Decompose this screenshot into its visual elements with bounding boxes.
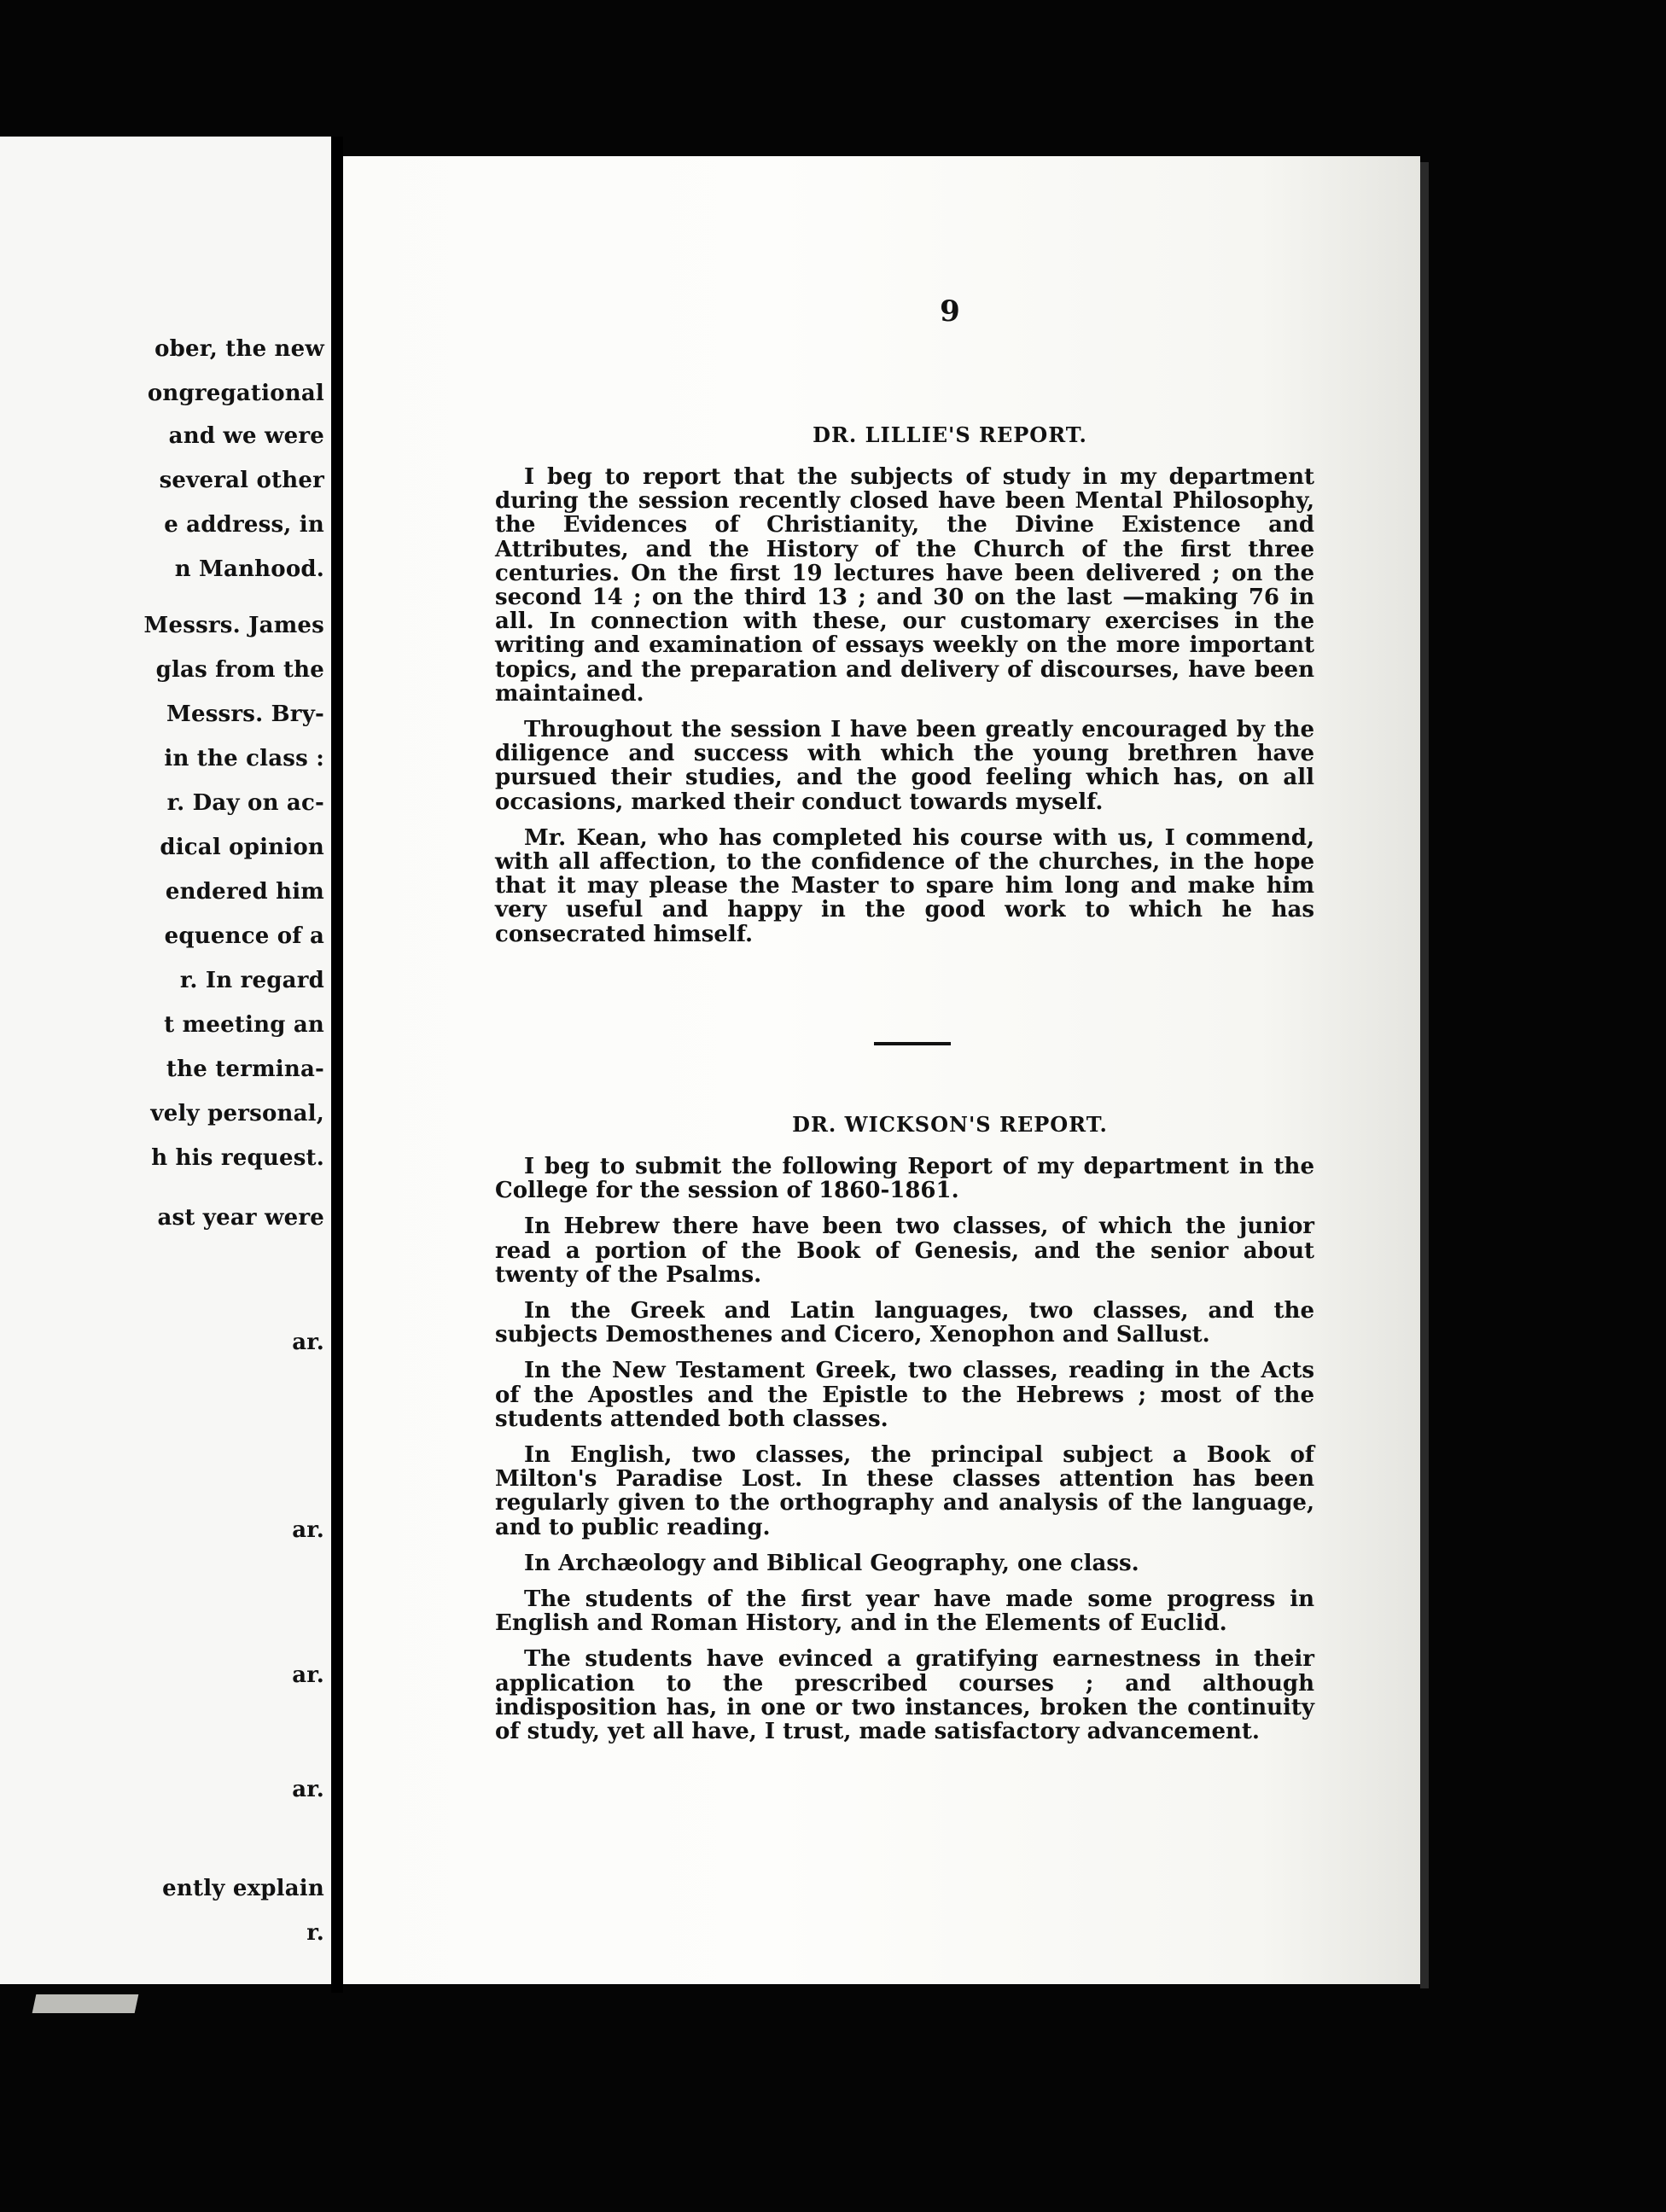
wickson-paragraph-6: In Archæology and Biblical Geography, one class. <box>524 1550 1139 1576</box>
left-page-line: ar. <box>292 1330 324 1355</box>
left-page-line: r. <box>306 1920 324 1946</box>
wickson-report-body <box>495 1155 1314 1755</box>
left-page-line: dical opinion <box>160 835 324 860</box>
left-page-line: Messrs. Bry- <box>166 701 324 727</box>
lillie-paragraph-2: Throughout the session I have been greatly encouraged by the diligence and success with which the young brethren have pursued their studies, and the good feeling which has, on all occasions, marked their conduct towards myself. <box>495 717 1314 815</box>
left-page-line: t meeting an <box>164 1012 324 1038</box>
lillie-report-heading: DR. LILLIE'S REPORT. <box>813 422 1087 447</box>
left-page-line: vely personal, <box>150 1101 324 1126</box>
left-page-line: ar. <box>292 1517 324 1543</box>
left-page-line: ar. <box>292 1777 324 1802</box>
left-page-line: n Manhood. <box>174 556 324 582</box>
left-page-line: endered him <box>165 879 324 905</box>
book-gutter <box>331 137 343 1993</box>
section-divider <box>874 1042 951 1045</box>
wickson-paragraph-3: In the Greek and Latin languages, two classes, and the subjects Demosthenes and Cicero, Xenophon and Sallust. <box>495 1298 1314 1348</box>
left-page-line: r. In regard <box>179 968 324 993</box>
lillie-paragraph-3: Mr. Kean, who has completed his course with us, I commend, with all affection, to the confidence of the churches, in the hope that it may please the Master to spare him long and make him very useful and happy in the good work to which he has consecrated himself. <box>495 824 1314 947</box>
left-page-line: Messrs. James <box>143 613 324 638</box>
right-page <box>343 156 1420 1984</box>
wickson-paragraph-4: In the New Testament Greek, two classes, reading in the Acts of the Apostles and the Epistle to the Hebrews ; most of the students attended both classes. <box>495 1358 1314 1432</box>
left-page-line: several other <box>159 468 324 493</box>
left-page-line: ently explain <box>162 1876 324 1901</box>
left-page-line: e address, in <box>164 512 324 538</box>
page-edge-shadow <box>1420 162 1429 1988</box>
left-page-line: ar. <box>292 1662 324 1688</box>
left-page-line: and we were <box>168 423 324 449</box>
left-page-line: ast year were <box>157 1205 324 1231</box>
wickson-paragraph-8: The students have evinced a gratifying earnestness in their application to the prescribed courses ; and although indisposition has, in one or two instances, broken the continuity of study, yet all have, I trust, made satisfactory advancement. <box>495 1646 1314 1745</box>
left-page-line: glas from the <box>155 657 324 683</box>
lillie-paragraph-1: I beg to report that the subjects of study in my department during the session recently closed have been Mental Philosophy, the Evidences of Christianity, the Divine Existence and Attributes, and the History of the Church of the first three centuries. On the first 19 lectures have been delivered ; on the second 14 ; on the third 13 ; and 30 on the last —making 76 in all. In connection with these, our customary exercises in the writing and examination of essays weekly on the more important topics, and the preparation and delivery of discourses, have been maintained. <box>495 464 1314 707</box>
left-page-line: in the class : <box>164 746 324 771</box>
wickson-report-heading: DR. WICKSON'S REPORT. <box>792 1112 1108 1137</box>
lillie-report-body <box>495 465 1314 958</box>
left-page-line: ongregational <box>147 381 324 406</box>
left-page-line: the termina- <box>166 1057 324 1082</box>
left-page-line: ober, the new <box>154 336 324 362</box>
wickson-paragraph-1: I beg to submit the following Report of my department in the College for the session of 1860-1861. <box>495 1154 1314 1204</box>
page-number: 9 <box>940 294 960 329</box>
left-page <box>0 137 331 1984</box>
left-page-line: r. Day on ac- <box>166 790 324 816</box>
left-page-line: equence of a <box>164 923 324 949</box>
wickson-paragraph-5: In English, two classes, the principal subject a Book of Milton's Paradise Lost. In these classes attention has been regularly given to the orthography and analysis of the language, and to public reading. <box>495 1442 1314 1540</box>
paper-scrap <box>32 1994 139 2013</box>
wickson-paragraph-7: The students of the first year have made some progress in English and Roman History, and in the Elements of Euclid. <box>495 1586 1314 1637</box>
left-page-line: h his request. <box>151 1145 324 1171</box>
wickson-paragraph-2: In Hebrew there have been two classes, of which the junior read a portion of the Book of Genesis, and the senior about twenty of the Psalms. <box>495 1214 1314 1288</box>
